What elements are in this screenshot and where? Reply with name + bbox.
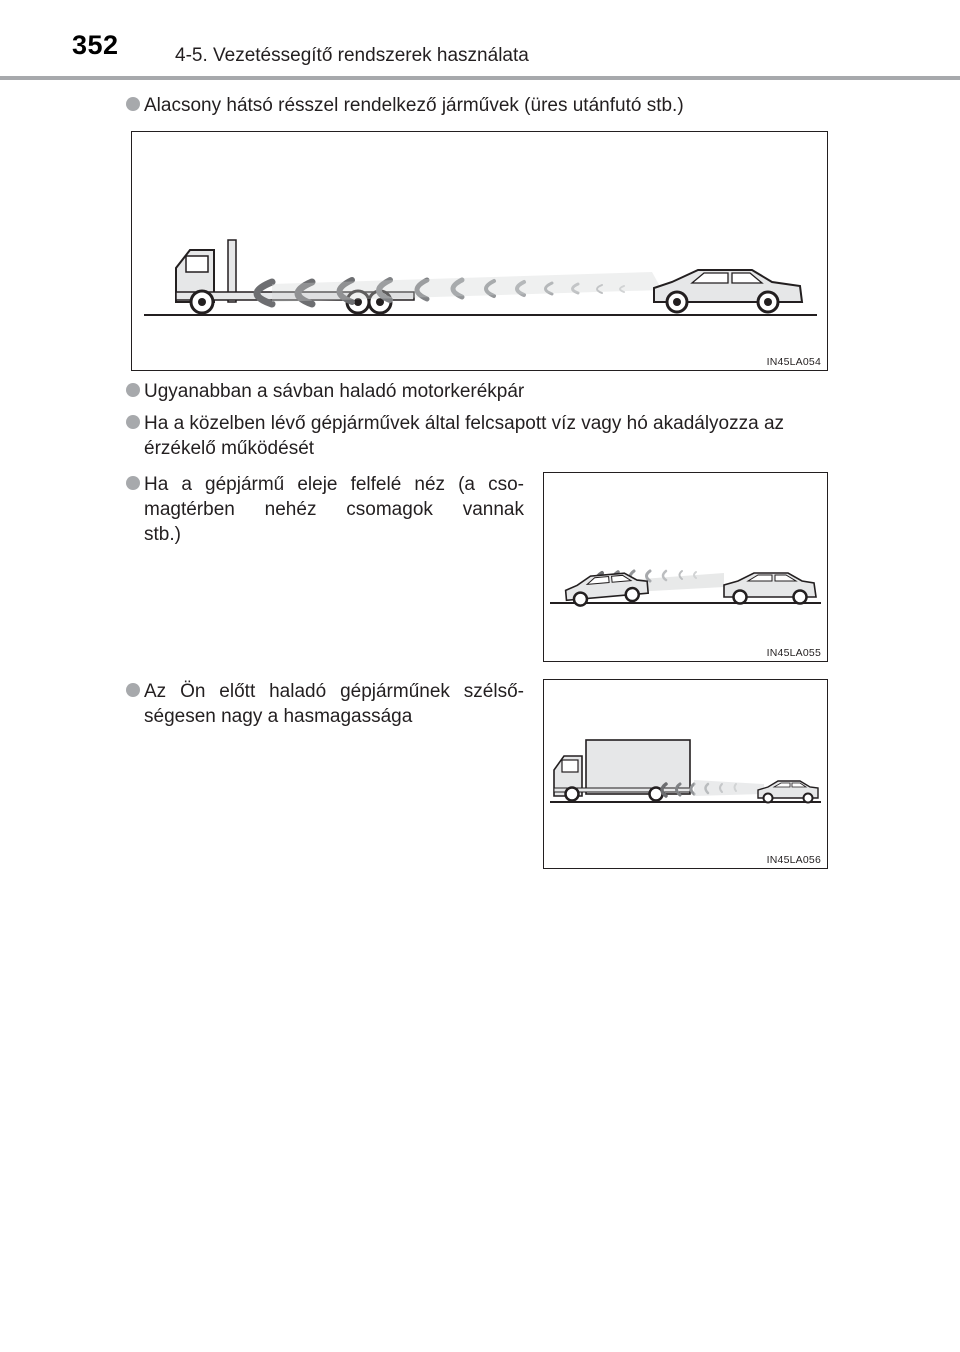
bullet-text: Alacsony hátsó résszel rendelkező járművek (üres utánfutó stb.) bbox=[144, 95, 684, 116]
header-rule bbox=[0, 76, 960, 80]
figure-code: IN45LA055 bbox=[766, 647, 821, 659]
figure-high-clearance bbox=[543, 679, 828, 869]
bullet-text-line: magtérben nehéz csomagok vannak bbox=[144, 499, 524, 520]
bullet-icon bbox=[126, 683, 140, 697]
bullet-text: Ugyanabban a sávban haladó motorkerékpár bbox=[144, 381, 525, 402]
section-title: 4-5. Vezetéssegítő rendszerek használata bbox=[175, 45, 529, 66]
bullet-text-line: érzékelő működését bbox=[144, 438, 315, 459]
illustration-truck-trailer-car bbox=[132, 132, 827, 370]
bullet-text-line: ségesen nagy a hasmagassága bbox=[144, 706, 413, 727]
bullet-text-line: Ha a gépjármű eleje felfelé néz (a cso- bbox=[144, 474, 524, 495]
figure-code: IN45LA056 bbox=[766, 854, 821, 866]
bullet-text-line: Ha a közelben lévő gépjárművek által felcsapott víz vagy hó akadályozza az bbox=[144, 413, 785, 434]
bullet-icon bbox=[126, 383, 140, 397]
bullet-text-line: stb.) bbox=[144, 524, 181, 545]
bullet-icon bbox=[126, 97, 140, 111]
bullet-icon bbox=[126, 415, 140, 429]
page-number: 352 bbox=[72, 30, 119, 60]
bullet-text-line: Az Ön előtt haladó gépjárműnek szélső- bbox=[144, 681, 524, 702]
figure-code: IN45LA054 bbox=[766, 356, 821, 368]
illustration-two-cars bbox=[544, 473, 827, 661]
bullet-icon bbox=[126, 476, 140, 490]
figure-low-trailer bbox=[131, 131, 828, 371]
figure-front-raised bbox=[543, 472, 828, 662]
illustration-truck-and-car bbox=[544, 680, 827, 868]
